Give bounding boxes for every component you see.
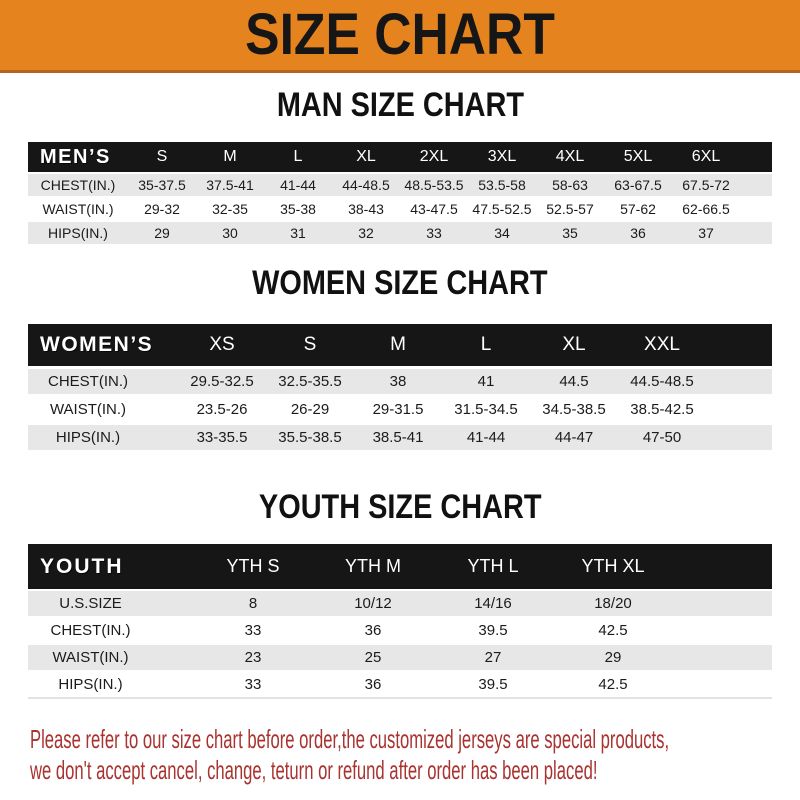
column-header: M (223, 148, 237, 165)
row-label: CHEST(IN.) (50, 622, 131, 639)
size-cell: 62-66.5 (682, 201, 730, 217)
size-cell: 48.5-53.5 (404, 177, 464, 193)
size-cell: 35.5-38.5 (278, 429, 342, 446)
men-size-table (28, 142, 772, 244)
column-header: 5XL (623, 148, 653, 165)
size-cell: 32 (358, 225, 374, 241)
column-header: XL (356, 148, 376, 165)
column-header: YTH XL (581, 556, 645, 576)
size-cell: 31.5-34.5 (454, 401, 518, 418)
size-cell: 36 (630, 225, 646, 241)
size-cell: 41-44 (466, 429, 506, 446)
man-section-heading (0, 88, 800, 126)
size-cell: 36 (364, 676, 382, 693)
man-size-section (0, 88, 800, 244)
size-cell: 32.5-35.5 (278, 373, 342, 390)
size-cell: 23.5-26 (196, 401, 248, 418)
footer-disclaimer (30, 724, 800, 786)
row-label: CHEST(IN.) (48, 373, 128, 390)
women-section-heading-text: WOMEN SIZE CHART (252, 264, 548, 302)
size-cell: 29 (154, 225, 170, 241)
column-header: XXL (644, 334, 680, 355)
size-cell: 33 (244, 622, 262, 639)
table-row (28, 172, 772, 196)
size-cell: 33-35.5 (196, 429, 248, 446)
table-row (28, 366, 772, 394)
man-section-heading-text: MAN SIZE CHART (276, 86, 524, 124)
size-cell: 57-62 (620, 201, 656, 217)
row-label: WAIST(IN.) (52, 649, 129, 666)
row-label: U.S.SIZE (59, 595, 122, 612)
youth-size-section (0, 490, 800, 699)
column-header: S (156, 148, 168, 165)
table-row (28, 670, 772, 697)
table-corner-label: WOMEN’S (40, 333, 154, 356)
size-cell: 42.5 (598, 676, 628, 693)
table-row (28, 589, 772, 616)
column-header: XL (562, 334, 586, 355)
column-header: YTH L (467, 556, 519, 576)
size-cell: 41-44 (280, 177, 316, 193)
row-label: WAIST(IN.) (42, 201, 114, 217)
size-cell: 25 (364, 649, 382, 666)
column-header: YTH S (226, 556, 280, 576)
table-row (28, 220, 772, 244)
size-cell: 31 (290, 225, 306, 241)
youth-section-heading-text: YOUTH SIZE CHART (258, 488, 542, 526)
size-cell: 29-31.5 (372, 401, 424, 418)
size-cell: 58-63 (552, 177, 588, 193)
size-cell: 52.5-57 (546, 201, 594, 217)
column-header: L (293, 148, 303, 165)
size-cell: 39.5 (478, 622, 508, 639)
row-label: HIPS(IN.) (55, 429, 121, 446)
size-cell: 38 (389, 373, 407, 390)
column-header: S (303, 334, 317, 355)
size-cell: 47.5-52.5 (472, 201, 532, 217)
size-cell: 38.5-42.5 (630, 401, 694, 418)
row-label: WAIST(IN.) (49, 401, 127, 418)
column-header: 3XL (487, 148, 517, 165)
size-cell: 34 (494, 225, 510, 241)
disclaimer-line-2: we don't accept cancel, change, teturn or refund after order has been placed! (30, 755, 598, 785)
table-corner-label: MEN’S (40, 145, 111, 168)
banner (0, 0, 800, 73)
size-cell: 43-47.5 (410, 201, 458, 217)
column-header: XS (209, 334, 235, 355)
size-cell: 44-48.5 (342, 177, 390, 193)
table-header-row (28, 324, 772, 366)
size-cell: 44-47 (554, 429, 594, 446)
table-row (28, 643, 772, 670)
size-cell: 35-38 (280, 201, 316, 217)
size-cell: 26-29 (290, 401, 330, 418)
size-cell: 44.5 (559, 373, 589, 390)
table-corner-label: YOUTH (40, 554, 124, 578)
size-cell: 42.5 (598, 622, 628, 639)
table-row (28, 394, 772, 422)
size-cell: 23 (244, 649, 262, 666)
size-cell: 29 (604, 649, 622, 666)
column-header: 6XL (691, 148, 721, 165)
size-cell: 32-35 (212, 201, 248, 217)
size-cell: 44.5-48.5 (630, 373, 694, 390)
table-row (28, 196, 772, 220)
size-cell: 18/20 (594, 595, 632, 612)
row-label: HIPS(IN.) (58, 676, 123, 693)
banner-title: SIZE CHART (245, 2, 555, 67)
disclaimer-line-1: Please refer to our size chart before order,the customized jerseys are special products, (30, 724, 670, 754)
column-header: YTH M (345, 556, 401, 576)
size-cell: 29.5-32.5 (190, 373, 254, 390)
women-section-heading (0, 266, 800, 304)
size-cell: 67.5-72 (682, 177, 730, 193)
youth-section-heading (0, 490, 800, 528)
size-cell: 37.5-41 (206, 177, 254, 193)
size-cell: 35 (562, 225, 578, 241)
size-cell: 8 (248, 595, 258, 612)
size-cell: 63-67.5 (614, 177, 662, 193)
size-cell: 34.5-38.5 (542, 401, 606, 418)
size-cell: 41 (477, 373, 495, 390)
size-cell: 38.5-41 (372, 429, 424, 446)
size-cell: 47-50 (642, 429, 682, 446)
size-cell: 35-37.5 (138, 177, 186, 193)
table-row (28, 616, 772, 643)
table-header-row (28, 544, 772, 589)
size-cell: 39.5 (478, 676, 508, 693)
column-header: M (390, 334, 406, 355)
size-cell: 30 (222, 225, 238, 241)
size-cell: 37 (698, 225, 714, 241)
column-header: 4XL (555, 148, 585, 165)
size-cell: 29-32 (144, 201, 180, 217)
size-cell: 38-43 (348, 201, 384, 217)
size-cell: 10/12 (354, 595, 392, 612)
size-cell: 27 (484, 649, 502, 666)
size-cell: 33 (426, 225, 442, 241)
size-cell: 14/16 (474, 595, 512, 612)
row-label: CHEST(IN.) (40, 177, 116, 193)
table-row (28, 422, 772, 450)
column-header: 2XL (419, 148, 449, 165)
youth-size-table (28, 544, 772, 699)
table-header-row (28, 142, 772, 172)
women-size-table (28, 324, 772, 450)
women-size-section (0, 266, 800, 450)
row-label: HIPS(IN.) (48, 225, 108, 241)
size-cell: 53.5-58 (478, 177, 526, 193)
size-cell: 33 (244, 676, 262, 693)
column-header: L (480, 334, 492, 355)
size-cell: 36 (364, 622, 382, 639)
